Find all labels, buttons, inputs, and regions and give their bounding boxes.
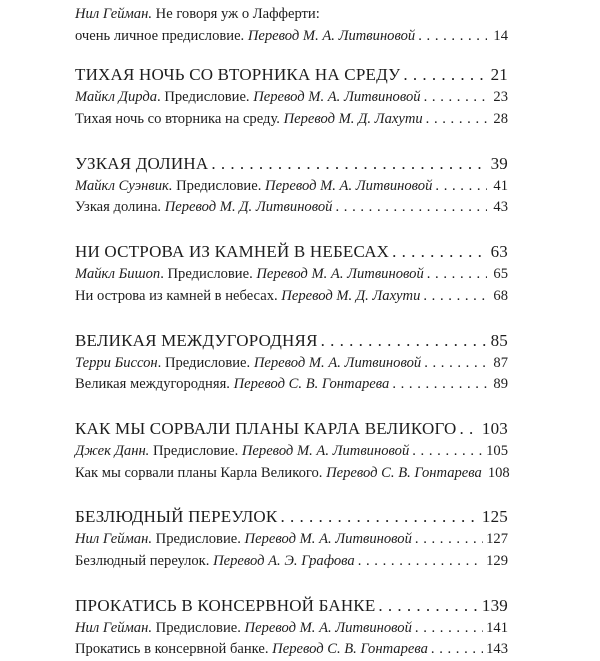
toc-entry[interactable] <box>75 353 508 375</box>
entry-text: Узкая долина. <box>75 199 165 216</box>
entry-title <box>75 551 355 573</box>
toc-entry[interactable] <box>75 87 508 109</box>
entry-title <box>75 109 423 131</box>
page-number: 139 <box>481 595 508 615</box>
page-number: 21 <box>490 65 508 85</box>
entry-text: Предисловие. <box>149 442 242 459</box>
page-number: 129 <box>486 552 508 569</box>
page-number: 28 <box>493 111 508 128</box>
entry-text: Предисловие. <box>172 177 266 194</box>
dot-leader <box>426 109 487 131</box>
dot-leader <box>280 505 478 529</box>
entry-text: . Предисловие. <box>157 89 254 106</box>
dot-leader <box>431 639 483 661</box>
entry-title <box>75 197 332 219</box>
entry-title <box>75 87 421 109</box>
entry-title <box>75 264 424 286</box>
page-number: 65 <box>493 266 508 283</box>
entry-title <box>75 441 409 463</box>
section-title: УЗКАЯ ДОЛИНА <box>75 153 209 173</box>
section-heading[interactable] <box>75 152 508 176</box>
entry-title <box>75 353 421 375</box>
dot-leader <box>211 152 487 176</box>
italic-text: Джек Данн. <box>75 442 150 459</box>
toc-section <box>75 505 508 572</box>
entry-text: Ни острова из камней в небесах. <box>75 287 282 304</box>
entry-text: Прокатись в консервной банке. <box>75 641 273 658</box>
entry-text: Как мы сорвали планы Карла Великого. <box>75 464 327 481</box>
italic-text: Перевод М. А. Литвиновой <box>244 619 412 636</box>
page-number: 127 <box>486 531 508 548</box>
page-number: 43 <box>493 199 508 216</box>
toc-section <box>75 240 508 307</box>
entry-text: очень личное предисловие. <box>75 27 248 44</box>
toc-entry[interactable] <box>75 441 508 463</box>
italic-text: Перевод М. А. Литвиновой <box>247 27 416 44</box>
section-heading[interactable] <box>75 63 508 87</box>
section-title: ПРОКАТИСЬ В КОНСЕРВНОЙ БАНКЕ <box>75 595 376 615</box>
section-title: КАК МЫ СОРВАЛИ ПЛАНЫ КАРЛА ВЕЛИКОГО <box>75 418 457 438</box>
intro-group <box>75 4 508 47</box>
toc-section <box>75 594 508 661</box>
section-title: ВЕЛИКАЯ МЕЖДУГОРОДНЯЯ <box>75 330 318 350</box>
toc-section <box>75 417 508 484</box>
toc-section <box>75 63 508 130</box>
page-number: 103 <box>481 418 508 438</box>
toc-entry[interactable] <box>75 374 508 396</box>
section-heading[interactable] <box>75 417 508 441</box>
page-number: 85 <box>490 330 508 350</box>
entry-title <box>75 374 389 396</box>
entry-title <box>75 639 428 661</box>
dot-leader <box>392 374 487 396</box>
section-heading[interactable] <box>75 329 508 353</box>
toc-entry[interactable] <box>75 463 508 485</box>
page-number: 87 <box>493 354 508 371</box>
dot-leader <box>418 26 487 48</box>
page-number: 63 <box>490 242 508 262</box>
italic-text: Нил Гейман. <box>75 619 152 636</box>
page-number: 125 <box>481 507 508 527</box>
dot-leader <box>358 551 483 573</box>
entry-text: Предисловие. <box>152 619 245 636</box>
section-title: НИ ОСТРОВА ИЗ КАМНЕЙ В НЕБЕСАХ <box>75 242 390 262</box>
toc-entry-line <box>75 4 508 26</box>
italic-text: Перевод М. А. Литвиновой <box>265 177 433 194</box>
italic-text: Нил Гейман. <box>75 6 152 22</box>
italic-text: Перевод М. Д. Литвиновой <box>164 199 333 216</box>
dot-leader <box>435 176 487 198</box>
italic-text: Майкл Бишоп <box>75 266 161 283</box>
toc-section <box>75 329 508 396</box>
dot-leader <box>427 264 487 286</box>
entry-title <box>75 176 432 198</box>
page-number: 141 <box>486 619 508 636</box>
entry-text: . Предисловие. <box>160 266 257 283</box>
page-number: 39 <box>490 153 508 173</box>
dot-leader <box>415 529 483 551</box>
italic-text: Перевод М. А. Литвиновой <box>244 531 412 548</box>
page-number: 68 <box>493 287 508 304</box>
dot-leader <box>321 329 487 353</box>
entry-text: . Предисловие. <box>157 354 254 371</box>
toc-entry[interactable] <box>75 176 508 198</box>
italic-text: Перевод М. А. Литвиновой <box>256 266 424 283</box>
italic-text: Перевод М. А. Литвиновой <box>241 442 410 459</box>
dot-leader <box>412 441 483 463</box>
dot-leader <box>392 240 487 264</box>
entry-title <box>75 529 412 551</box>
italic-text: Нил Гейман. <box>75 531 152 548</box>
italic-text: Майкл Дирда <box>75 89 158 106</box>
italic-text: Майкл Суэнвик. <box>75 177 173 194</box>
dot-leader <box>460 417 479 441</box>
entry-text: Не говоря уж о Лафферти: <box>152 6 320 22</box>
italic-text: Перевод М. Д. Лахути <box>281 287 421 304</box>
entry-title <box>75 618 412 640</box>
page-number: 14 <box>493 27 508 44</box>
toc-entry[interactable] <box>75 639 508 661</box>
italic-text: Перевод С. В. Гонтарева <box>326 464 482 481</box>
entry-text: Тихая ночь со вторника на среду. <box>75 111 284 128</box>
toc-entry[interactable] <box>75 286 508 308</box>
dot-leader <box>378 594 478 618</box>
toc-entry[interactable] <box>75 197 508 219</box>
entry-title <box>75 463 482 485</box>
entry-text: Предисловие. <box>152 531 245 548</box>
page-number: 89 <box>493 376 508 393</box>
toc-entry[interactable] <box>75 264 508 286</box>
italic-text: Перевод М. А. Литвиновой <box>253 354 422 371</box>
page-number: 105 <box>486 442 508 459</box>
dot-leader <box>424 353 487 375</box>
page-number: 108 <box>487 464 510 481</box>
italic-text: Перевод М. А. Литвиновой <box>253 89 421 106</box>
dot-leader <box>403 63 487 87</box>
table-of-contents <box>75 4 508 661</box>
toc-entry[interactable] <box>75 618 508 640</box>
section-title: ТИХАЯ НОЧЬ СО ВТОРНИКА НА СРЕДУ <box>75 65 401 85</box>
italic-text: Перевод С. В. Гонтарева <box>272 641 428 658</box>
dot-leader <box>424 87 487 109</box>
entry-text: Великая междугородняя. <box>75 376 234 393</box>
entry-title <box>75 26 415 48</box>
italic-text: Перевод А. Э. Графова <box>213 552 355 569</box>
entry-title <box>75 286 420 308</box>
dot-leader <box>415 618 483 640</box>
dot-leader <box>423 286 487 308</box>
dot-leader <box>335 197 487 219</box>
toc-entry[interactable] <box>75 26 508 48</box>
page-number: 143 <box>486 641 508 658</box>
italic-text: Перевод М. Д. Лахути <box>283 111 423 128</box>
toc-entry[interactable] <box>75 551 508 573</box>
section-heading[interactable] <box>75 505 508 529</box>
entry-text: Безлюдный переулок. <box>75 552 214 569</box>
toc-entry[interactable] <box>75 529 508 551</box>
toc-section <box>75 152 508 219</box>
section-title: БЕЗЛЮДНЫЙ ПЕРЕУЛОК <box>75 507 278 527</box>
page-number: 23 <box>493 89 508 106</box>
italic-text: Терри Биссон <box>75 354 158 371</box>
toc-entry[interactable] <box>75 109 508 131</box>
page-number: 41 <box>493 177 508 194</box>
section-heading[interactable] <box>75 240 508 264</box>
section-heading[interactable] <box>75 594 508 618</box>
italic-text: Перевод С. В. Гонтарева <box>233 376 390 393</box>
